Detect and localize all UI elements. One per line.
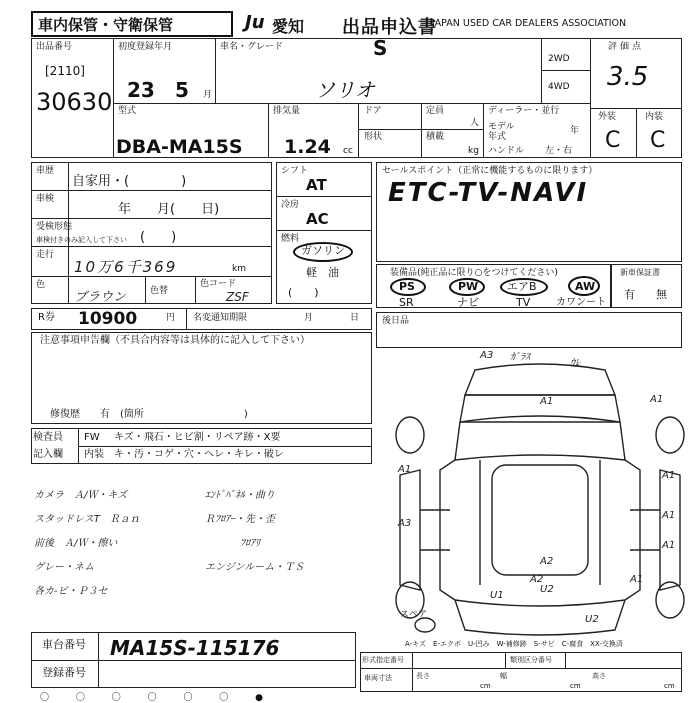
exterior-label: 外装 — [598, 112, 617, 122]
color-code-label: 色コード — [200, 279, 237, 289]
load-label: 積載 — [426, 132, 445, 142]
mark-a1-f: A1 — [662, 540, 676, 551]
shift-label: シフト — [281, 166, 309, 176]
equipment-ps: PS — [399, 280, 415, 293]
fw-label: FW — [84, 432, 100, 443]
warranty-no: 無 — [656, 288, 667, 301]
reg-no-label: 登録番号 — [42, 666, 86, 679]
inspector-label: 検査員 — [33, 432, 63, 443]
capacity-unit: 人 — [470, 118, 480, 128]
shape-label: 形状 — [364, 132, 383, 142]
registration-label: 初度登録年月 — [118, 42, 173, 52]
form-title: 出品申込書 — [342, 17, 437, 38]
mark-u2-b: U2 — [585, 614, 599, 625]
drive-4wd: 4WD — [548, 82, 570, 92]
inspection-value: 年 月( 日) — [118, 202, 220, 217]
notes-label: 注意事項申告欄（不具合内容等は具体的に記入して下さい） — [40, 335, 310, 346]
sales-point-label: セールスポイント（正常に機能するものに限ります） — [382, 166, 598, 176]
shift-value: AT — [306, 176, 327, 194]
note-left-3: 前後 Ａ/Ｗ・擦い — [34, 538, 118, 549]
inspection-label: 車検 — [36, 194, 55, 204]
bottom-marks: 〇 〇 〇 〇 〇 〇 ● — [40, 693, 276, 703]
cert-label: 形式指定番号 — [362, 656, 404, 664]
mark-a2-b: A2 — [530, 574, 544, 585]
model-year-label: モデル年式 — [488, 122, 515, 142]
mark-ure: ｳﾚ — [570, 358, 580, 369]
mark-a1-b: A1 — [650, 394, 664, 405]
mark-a2-a: A2 — [540, 556, 554, 567]
lot-label: 出品番号 — [36, 42, 73, 52]
acceptance-paren: ( ) — [140, 230, 177, 245]
load-unit: kg — [468, 146, 479, 156]
width-unit: cm — [570, 682, 581, 690]
note-right-2: Ｒﾌﾛｱｰ・先・歪 — [205, 514, 275, 525]
damage-legend: A-キズ E-エクボ U-凹み W-補修跡 S-サビ C-腐食 XX-交換済 — [405, 640, 623, 648]
recycle-unit: 円 — [166, 313, 176, 323]
exterior-grade: C — [605, 128, 621, 153]
length-label: 長さ — [416, 672, 430, 680]
car-name-value: ソリオ — [315, 78, 375, 102]
spare-label: スペア — [400, 610, 428, 620]
capacity-label: 定員 — [426, 106, 445, 116]
history-value: 自家用・( ) — [72, 174, 187, 189]
equipment-navi: ナビ — [457, 296, 479, 309]
acceptance-label: 受検形態 — [36, 222, 73, 232]
mark-a1-a: A1 — [540, 396, 554, 407]
displacement-value: 1.24 — [284, 136, 331, 158]
note-right-1: ｴﾝﾄﾞﾊﾟﾈﾙ・曲り — [205, 490, 275, 501]
rating-label: 評価点 — [608, 42, 645, 52]
acceptance-note: 車検付きのみ記入して下さい — [36, 236, 127, 244]
mark-a1-g: A1 — [630, 574, 644, 585]
mark-a1-d: A1 — [662, 470, 676, 481]
meigi-month: 月 — [304, 313, 314, 323]
mark-a3-side: A3 — [398, 518, 412, 529]
model-label: 型式 — [118, 106, 137, 116]
displacement-label: 排気量 — [273, 106, 301, 116]
length-unit: cm — [480, 682, 491, 690]
equipment-label: 装備品(純正品に限り○をつけてください) — [390, 268, 558, 278]
color-code-value: ZSF — [226, 290, 249, 304]
displacement-unit: cc — [343, 146, 353, 156]
storage-title: 車内保管・守衛保管 — [38, 16, 174, 34]
fuel-diesel: 軽 油 — [306, 266, 339, 279]
sales-point-value: ETC-TV-NAVI — [388, 178, 589, 208]
naiso-label: 内装 — [84, 449, 104, 460]
lot-number: 30630 — [36, 88, 113, 116]
interior-label: 内装 — [645, 112, 664, 122]
note-left-4: グレー・ネム — [34, 562, 94, 573]
naiso-items: キ・汚・コゲ・穴・ヘレ・キレ・破レ — [114, 449, 284, 460]
later-item-label: 後日品 — [382, 316, 410, 326]
meigi-label: 名変通知期限 — [193, 313, 248, 323]
equipment-pw: PW — [458, 280, 479, 293]
color-value: ブラウン — [74, 290, 127, 305]
mileage-unit: km — [232, 264, 246, 274]
handle-label: ハンドル — [488, 146, 525, 156]
mileage-value: 10万6千369 — [74, 258, 178, 276]
width-label: 幅 — [500, 672, 507, 680]
note-left-5: 各カ-ビ・Ｐ３セ — [34, 586, 108, 597]
fuel-paren: ( ) — [288, 286, 319, 299]
height-unit: cm — [664, 682, 675, 690]
association-name: JAPAN USED CAR DEALERS ASSOCIATION — [432, 18, 627, 29]
dealer-label: ディーラー・並行 — [488, 106, 560, 116]
chassis-label: 車台番号 — [42, 638, 86, 651]
size-label: 車両寸法 — [364, 674, 392, 682]
mark-u2-a: U2 — [540, 584, 554, 595]
equipment-wagon: カワンート — [556, 297, 606, 308]
warranty-yes: 有 — [624, 288, 635, 301]
mark-u1: U1 — [490, 590, 504, 601]
warranty-label: 新車保証書 — [620, 268, 660, 277]
interior-grade: C — [650, 128, 666, 153]
grade-value: S — [373, 36, 388, 60]
model-name-label: 車名・グレード — [220, 42, 284, 52]
model-year-unit: 年 — [570, 126, 580, 136]
model-value: DBA-MA15S — [116, 136, 243, 158]
repair-history: 修復歴 有 (箇所 ) — [50, 409, 248, 420]
mark-a1-e: A1 — [662, 510, 676, 521]
color-label: 色 — [36, 280, 46, 290]
height-label: 高さ — [592, 672, 606, 680]
mark-a3-top: A3 — [480, 350, 494, 361]
equipment-aw: AW — [575, 280, 596, 293]
registration-year: 23 — [127, 78, 155, 102]
note-left-2: スタッドレスT Ｒａｎ — [34, 514, 140, 525]
mark-glass: ｶﾞﾗｽ — [510, 352, 530, 363]
aircon-label: 冷房 — [281, 200, 300, 210]
equipment-airbag: エアB — [507, 280, 537, 293]
class-label: 類別区分番号 — [510, 656, 552, 664]
inspector-record: 記入欄 — [33, 449, 63, 460]
mileage-label: 走行 — [36, 250, 55, 260]
chassis-value: MA15S-115176 — [110, 636, 280, 660]
aircon-value: AC — [306, 210, 329, 228]
brand-aichi: 愛知 — [272, 17, 305, 36]
equipment-sr: SR — [399, 296, 414, 309]
car-damage-diagram — [380, 350, 690, 640]
fuel-label: 燃料 — [281, 234, 300, 244]
drive-2wd: 2WD — [548, 54, 570, 64]
fuel-gasoline: ガソリン — [301, 244, 345, 257]
handle-lr: 左・右 — [545, 146, 573, 156]
recycle-value: 10900 — [78, 309, 138, 329]
ju-logo: Ju — [245, 12, 265, 33]
color-change-label: 色替 — [150, 286, 169, 296]
rating-value: 3.5 — [607, 62, 649, 92]
recycle-label: R券 — [38, 312, 55, 323]
note-right-4: エンジンルーム・ＴＳ — [205, 562, 305, 573]
meigi-day: 日 — [350, 313, 360, 323]
history-label: 車歴 — [36, 166, 55, 176]
doors-label: ドア — [364, 106, 382, 116]
later-item-block — [376, 312, 682, 348]
note-left-1: カメラ Ａ/Ｗ・キズ — [34, 490, 128, 501]
lot-sub: [2110] — [45, 64, 85, 78]
mark-a1-c: A1 — [398, 464, 412, 475]
registration-month-unit: 月 — [203, 90, 213, 100]
sales-point-block — [376, 162, 682, 262]
equipment-tv: TV — [516, 296, 531, 309]
registration-month: 5 — [175, 78, 189, 102]
fw-items: キズ・飛石・ヒビ割・リペア跡・X要 — [114, 432, 281, 443]
note-right-3: ﾌﾛｱﾘ — [240, 538, 260, 549]
